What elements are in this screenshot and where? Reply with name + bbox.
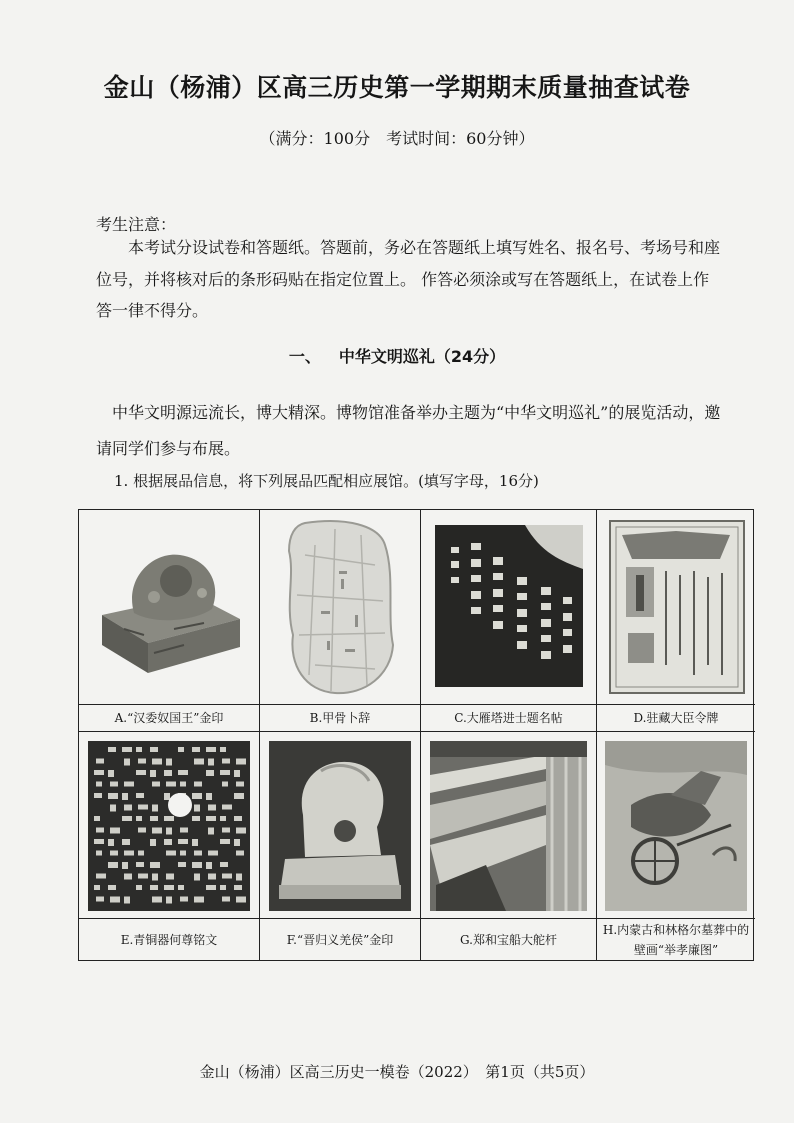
exhibit-caption: D.驻藏大臣令牌 <box>597 704 755 731</box>
section-number: 一、 <box>288 347 321 366</box>
exhibit-cell-b <box>260 510 421 732</box>
question-1: 1. 根据展品信息，将下列展品匹配相应展馆。(填写字母，16分) <box>114 472 539 490</box>
oracle-bone-image <box>260 510 420 704</box>
page-footer: 金山（杨浦）区高三历史一模卷（2022） 第1页（共5页） <box>199 1063 595 1081</box>
exhibit-caption: H.内蒙古和林格尔墓葬中的壁画“举孝廉图” <box>597 918 755 960</box>
exhibit-caption: F.“晋归义羌侯”金印 <box>260 918 420 960</box>
section-title: 中华文明巡礼（24分） <box>338 347 506 366</box>
gold-seal-image <box>260 732 420 918</box>
calligraphy-rubbing-image <box>421 510 596 704</box>
notice-body: 本考试分设试卷和答题纸。答题前，务必在答题纸上填写姓名、报名号、考场号和座位号，并将核对后的条形码贴在指定位置上。 作答必须涂或写在答题纸上，在试卷上作答一律不得分。 <box>96 238 721 320</box>
mural-image <box>597 732 755 918</box>
exhibit-cell-c <box>421 510 597 732</box>
rudder-image <box>421 732 596 918</box>
exhibit-cell-d <box>597 510 755 732</box>
exhibit-grid <box>78 509 754 961</box>
exhibit-caption: C.大雁塔进士题名帖 <box>421 704 596 731</box>
bronze-inscription-image <box>79 732 259 918</box>
exhibit-cell-g <box>421 732 597 960</box>
exhibit-caption: B.甲骨卜辞 <box>260 704 420 731</box>
section-heading <box>0 344 794 367</box>
exhibit-cell-h <box>597 732 755 960</box>
exhibit-cell-f <box>260 732 421 960</box>
exhibit-cell-a <box>79 510 260 732</box>
gold-seal-image <box>79 510 259 704</box>
exhibit-caption: E.青铜器何尊铭文 <box>79 918 259 960</box>
token-document-image <box>597 510 755 704</box>
exhibit-caption: G.郑和宝船大舵杆 <box>421 918 596 960</box>
section-intro: 中华文明源远流长，博大精深。博物馆准备举办主题为“中华文明巡礼”的展览活动，邀请同学们参与布展。 <box>96 403 721 458</box>
page-title: 金山（杨浦）区高三历史第一学期期末质量抽查试卷 <box>103 73 691 102</box>
exhibit-cell-e <box>79 732 260 960</box>
notice-heading: 考生注意： <box>96 215 177 234</box>
exhibit-caption: A.“汉委奴国王”金印 <box>79 704 259 731</box>
exam-info: （满分：100分 考试时间：60分钟） <box>259 129 535 148</box>
